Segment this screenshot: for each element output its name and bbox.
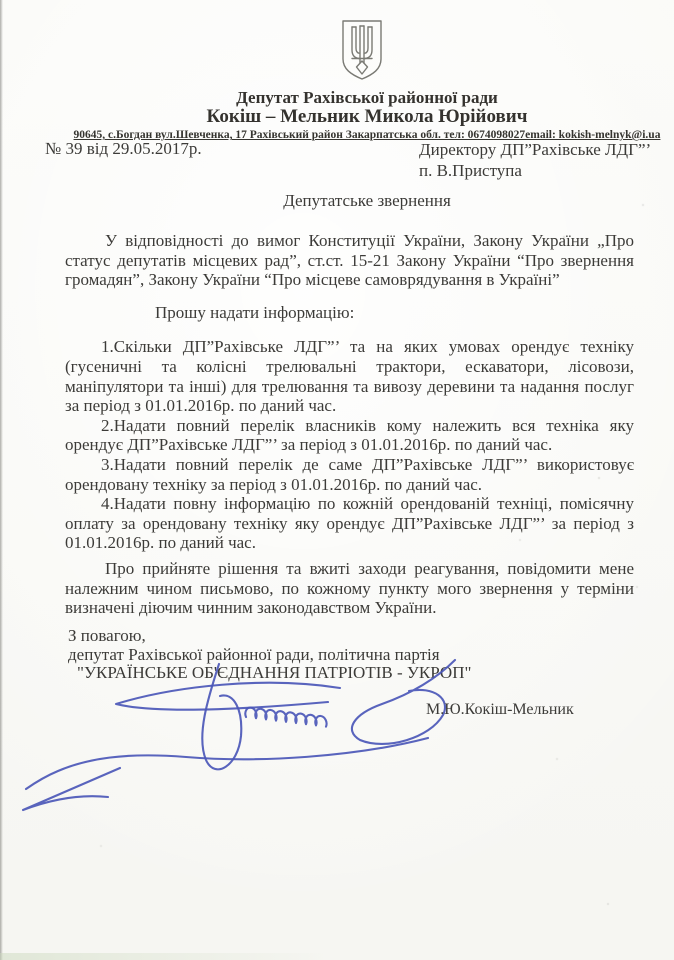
- reference-number-date: № 39 від 29.05.2017р.: [45, 139, 202, 158]
- request-lead-line: Прошу надати інформацію:: [155, 302, 355, 322]
- letter-body: [65, 231, 634, 618]
- scan-edge-shadow: [0, 0, 3, 960]
- signoff-party: "УКРАЇНСЬКЕ ОБ'ЄДНАННЯ ПАТРІОТІВ - УКРОП": [77, 663, 472, 683]
- recipient-title: Директору ДП”Рахівське ЛДГ”’: [419, 140, 652, 159]
- request-item-2: 2.Надати повний перелік власників кому належить вся техніка яку орендує ДП”Рахівське ЛДГ”’ за період з 01.01.2016р. по даний час.: [65, 415, 634, 455]
- letterhead-office-line: Депутат Рахівської районної ради: [236, 88, 498, 107]
- letterhead-deputy-name: Кокіш – Мельник Микола Юрійович: [206, 106, 528, 127]
- intro-paragraph: У відповідності до вимог Конституції України, Закону України „Про статус депутатів місцевих рад”, ст.ст. 15-21 Закону України “Про звернення громадян”, Закону України “Про місцеве самоврядування в Україні”: [65, 231, 634, 290]
- document-title: Депутатське звернення: [283, 191, 451, 210]
- scan-bottom-tint: [0, 953, 330, 960]
- ukraine-trident-emblem-icon: [338, 19, 386, 81]
- recipient-block: [419, 139, 651, 181]
- signer-name: М.Ю.Кокіш-Мельник: [426, 701, 574, 718]
- scan-noise-specks: [0, 0, 2, 2]
- handwritten-signature: [10, 658, 480, 818]
- request-item-4: 4.Надати повну інформацію по кожній орендованій техніці, помісячну оплату за орендовану техніку яку орендує ДП”Рахівське ЛДГ”’ за період з 01.01.2016р. по даний час.: [65, 494, 634, 553]
- letterhead-address-contacts: 90645, с.Богдан вул.Шевченка, 17 Рахівський район Закарпатська обл. тел: 0674098027email: kokish-melnyk@i.ua: [73, 129, 661, 141]
- recipient-person: п. В.Приступа: [419, 161, 522, 180]
- signoff-position: депутат Рахівської районної ради, політична партія: [68, 644, 440, 664]
- signoff-regards: З повагою,: [68, 626, 146, 645]
- closing-paragraph: Про прийняте рішення та вжиті заходи реагування, повідомити мене належним чином письмово, по кожному пункту мого звернення у терміни визначені діючим чинним законодавством України.: [65, 558, 634, 618]
- request-item-1: 1.Скільки ДП”Рахівське ЛДГ”’ та на яких умовах орендує техніку (гусеничні та колісні трелювальні трактори, ескаватори, лісовози, маніпулятори та інші) для трелювання та вивозу деревини та надання послуг за період з 01.01.2016р. по даний час.: [65, 337, 634, 416]
- request-item-3: 3.Надати повний перелік де саме ДП”Рахівське ЛДГ”’ використовує орендовану техніку за період з 01.01.2016р. по даний час.: [65, 454, 634, 494]
